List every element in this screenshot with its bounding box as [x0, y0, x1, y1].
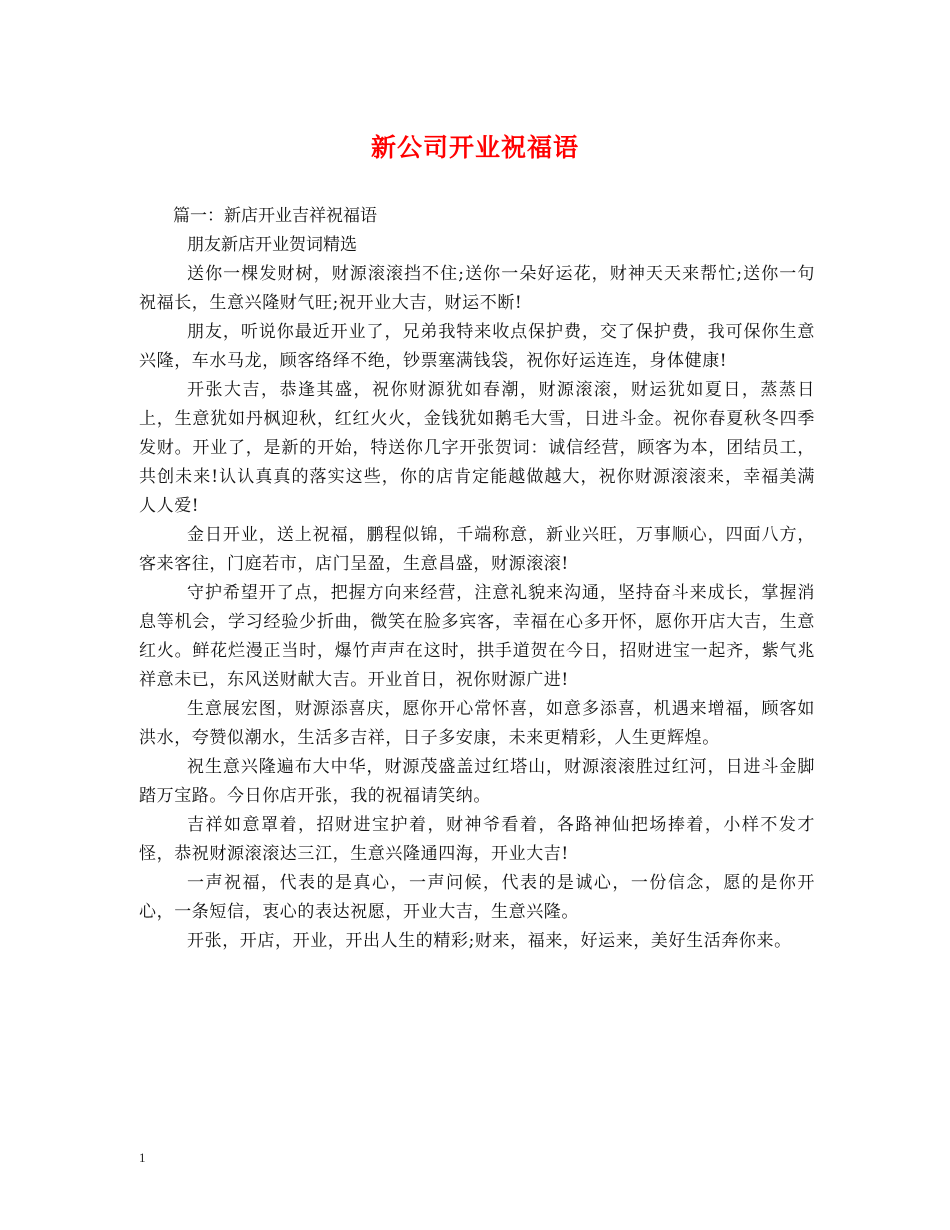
paragraph-5: 守护希望开了点，把握方向来经营，注意礼貌来沟通，坚持奋斗来成长，掌握消息等机会，学习经验少折曲，微笑在脸多宾客，幸福在心多开怀，愿你开店大吉，生意红火。鲜花烂漫正当时，爆竹声声在这时，拱手道贺在今日，招财进宝一起齐，紫气兆祥意未已，东风送财献大吉。开业首日，祝你财源广进!	[139, 583, 815, 690]
paragraph-6: 生意展宏图，财源添喜庆，愿你开心常怀喜，如意多添喜，机遇来增福，顾客如洪水，夸赞似潮水，生活多吉祥，日子多安康，未来更精彩，人生更辉煌。	[139, 699, 815, 748]
subheading: 朋友新店开业贺词精选	[187, 235, 357, 255]
section-heading: 篇一：新店开业吉祥祝福语	[173, 206, 377, 226]
document-body	[139, 202, 815, 956]
paragraph-7: 祝生意兴隆遍布大中华，财源茂盛盖过红塔山，财源滚滚胜过红河，日进斗金脚踏万宝路。今日你店开张，我的祝福请笑纳。	[139, 757, 815, 806]
paragraph-10: 开张，开店，开业，开出人生的精彩;财来，福来，好运来，美好生活奔你来。	[187, 931, 792, 951]
paragraph-2: 朋友，听说你最近开业了，兄弟我特来收点保护费，交了保护费，我可保你生意兴隆，车水马龙，顾客络绎不绝，钞票塞满钱袋，祝你好运连连，身体健康!	[139, 322, 815, 371]
page-number: 1	[139, 1150, 146, 1165]
page-title: 新公司开业祝福语	[370, 133, 579, 162]
paragraph-8: 吉祥如意罩着，招财进宝护着，财神爷看着，各路神仙把场捧着，小样不发才怪，恭祝财源滚滚达三江，生意兴隆通四海，开业大吉!	[139, 815, 815, 864]
paragraph-3: 开张大吉，恭逢其盛，祝你财源犹如春潮，财源滚滚，财运犹如夏日，蒸蒸日上，生意犹如丹枫迎秋，红红火火，金钱犹如鹅毛大雪，日进斗金。祝你春夏秋冬四季发财。开业了，是新的开始，特送你几字开张贺词：诚信经营，顾客为本，团结员工，共创未来!认认真真的落实这些，你的店肯定能越做越大，祝你财源滚滚来，幸福美满人人爱!	[139, 380, 815, 516]
paragraph-1: 送你一棵发财树，财源滚滚挡不住;送你一朵好运花，财神天天来帮忙;送你一句祝福长，生意兴隆财气旺;祝开业大吉，财运不断!	[139, 264, 815, 313]
paragraph-4: 金日开业，送上祝福，鹏程似锦，千端称意，新业兴旺，万事顺心，四面八方，客来客往，门庭若市，店门呈盈，生意昌盛，财源滚滚!	[139, 525, 815, 574]
paragraph-9: 一声祝福，代表的是真心，一声问候，代表的是诚心，一份信念，愿的是你开心，一条短信，衷心的表达祝愿，开业大吉，生意兴隆。	[139, 873, 815, 922]
